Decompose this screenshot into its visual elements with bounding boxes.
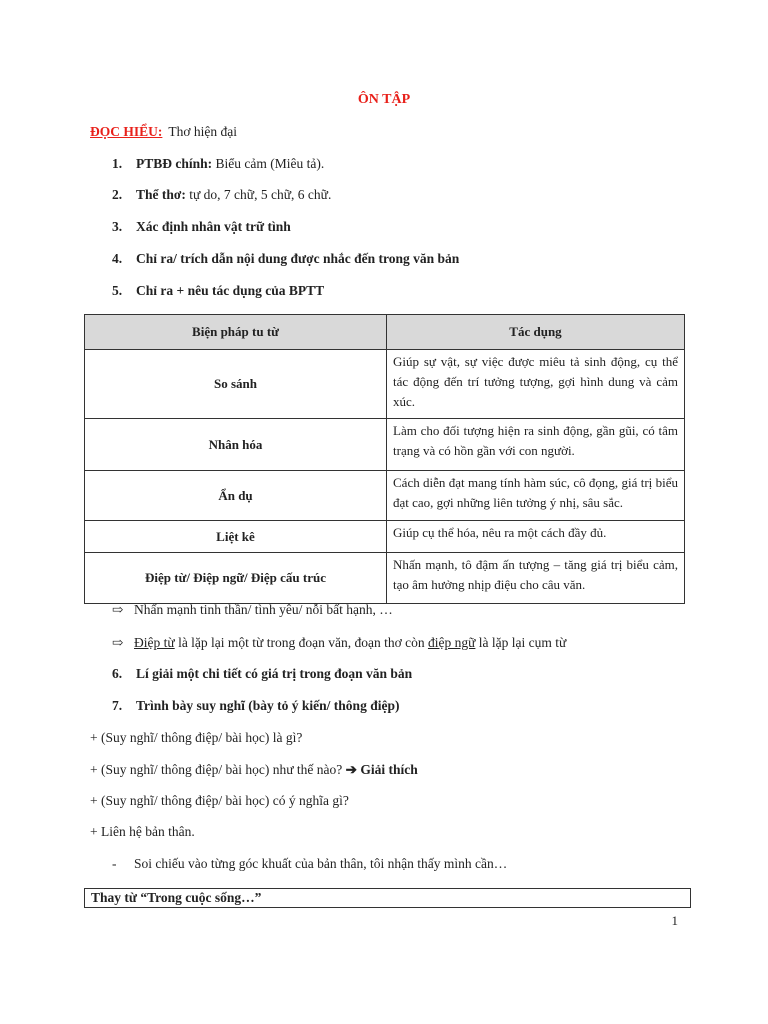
item-bold: Chỉ ra + nêu tác dụng của BPTT [136, 283, 325, 298]
item-bold: Trình bày suy nghĩ (bày tỏ ý kiến/ thông điệp) [136, 698, 400, 713]
list-item [112, 156, 324, 172]
list-item [112, 283, 324, 299]
item-bold: Chỉ ra/ trích dẫn nội dung được nhắc đến trong văn bản [136, 251, 460, 266]
item-number: 2. [112, 187, 123, 202]
item-number: 5. [112, 283, 123, 298]
note-text: là lặp lại cụm từ [475, 635, 567, 650]
section-text: Thơ hiện đại [168, 124, 238, 139]
list-item [112, 251, 459, 267]
arrow-right-icon: ⇨ [112, 635, 124, 650]
item-bold: Xác định nhân vật trữ tình [136, 219, 291, 234]
list-item [112, 698, 399, 714]
device-effect: Nhấn mạnh, tô đậm ấn tượng – tăng giá trị biểu cảm, tạo âm hưởng nhịp điệu cho câu văn. [387, 553, 685, 604]
item-text: tự do, 7 chữ, 5 chữ, 6 chữ. [185, 187, 332, 202]
device-effect: Giúp cụ thể hóa, nêu ra một cách đầy đủ. [387, 521, 685, 553]
page-title: ÔN TẬP [357, 92, 411, 107]
note-text: Nhấn mạnh tinh thần/ tình yêu/ nỗi bất hạnh, … [134, 602, 393, 617]
plus-line: + (Suy nghĩ/ thông điệp/ bài học) có ý nghĩa gì? [90, 793, 349, 808]
dash-bullet: - [112, 856, 117, 871]
note-line [112, 635, 566, 651]
note-text: là lặp lại một từ trong đoạn văn, đoạn thơ còn [174, 635, 428, 650]
item-bold: Thể thơ: [136, 187, 186, 202]
list-item [112, 666, 412, 682]
table-row [85, 471, 685, 521]
device-name: Điệp từ/ Điệp ngữ/ Điệp cấu trúc [85, 553, 387, 604]
item-bold: PTBĐ chính: [136, 156, 213, 171]
dash-line [112, 856, 507, 872]
item-text: Biểu cảm (Miêu tả). [212, 156, 325, 171]
table-row [85, 419, 685, 471]
arrow-right-icon: ⇨ [112, 602, 124, 617]
item-number: 6. [112, 666, 123, 681]
list-item [112, 187, 331, 203]
column-header: Biện pháp tu từ [85, 315, 387, 350]
note-line [112, 602, 393, 618]
item-number: 7. [112, 698, 123, 713]
device-name: So sánh [85, 350, 387, 419]
rhetoric-table [84, 314, 685, 604]
table-row [85, 350, 685, 419]
device-name: Liệt kê [85, 521, 387, 553]
arrow-icon: ➔ [345, 762, 357, 777]
item-number: 4. [112, 251, 123, 266]
device-effect: Cách diễn đạt mang tính hàm súc, cô đọng, giá trị biểu đạt cao, gợi những liên tưởng ý nhị, sâu sắc. [387, 471, 685, 521]
item-bold: Lí giải một chi tiết có giá trị trong đoạn văn bản [136, 666, 413, 681]
table-header-row [85, 315, 685, 350]
boxed-heading: Thay từ “Trong cuộc sống…” [84, 888, 691, 908]
dash-text: Soi chiếu vào từng góc khuất của bản thân, tôi nhận thấy mình cần… [134, 856, 508, 871]
table-row [85, 553, 685, 604]
column-header: Tác dụng [387, 315, 685, 350]
device-effect: Làm cho đối tượng hiện ra sinh động, gần gũi, có tâm trạng và có hồn gần với con người. [387, 419, 685, 471]
note-term: Điệp từ [134, 635, 175, 650]
plus-bold: Giải thích [356, 762, 418, 777]
section-heading [90, 124, 237, 140]
page-number: 1 [671, 913, 678, 928]
item-number: 3. [112, 219, 123, 234]
plus-text: + (Suy nghĩ/ thông điệp/ bài học) như thế nào? [90, 762, 346, 777]
note-term: điệp ngữ [427, 635, 476, 650]
list-item [112, 219, 291, 235]
plus-line: + (Suy nghĩ/ thông điệp/ bài học) là gì? [90, 730, 303, 745]
device-name: Nhân hóa [85, 419, 387, 471]
plus-line: + Liên hệ bản thân. [90, 824, 195, 839]
device-name: Ẩn dụ [85, 471, 387, 521]
section-label: ĐỌC HIỂU: [90, 124, 163, 139]
device-effect: Giúp sự vật, sự việc được miêu tả sinh động, cụ thể tác động đến trí tưởng tượng, gợi hình dung và cảm xúc. [387, 350, 685, 419]
table-row [85, 521, 685, 553]
item-number: 1. [112, 156, 123, 171]
plus-line [90, 762, 418, 778]
